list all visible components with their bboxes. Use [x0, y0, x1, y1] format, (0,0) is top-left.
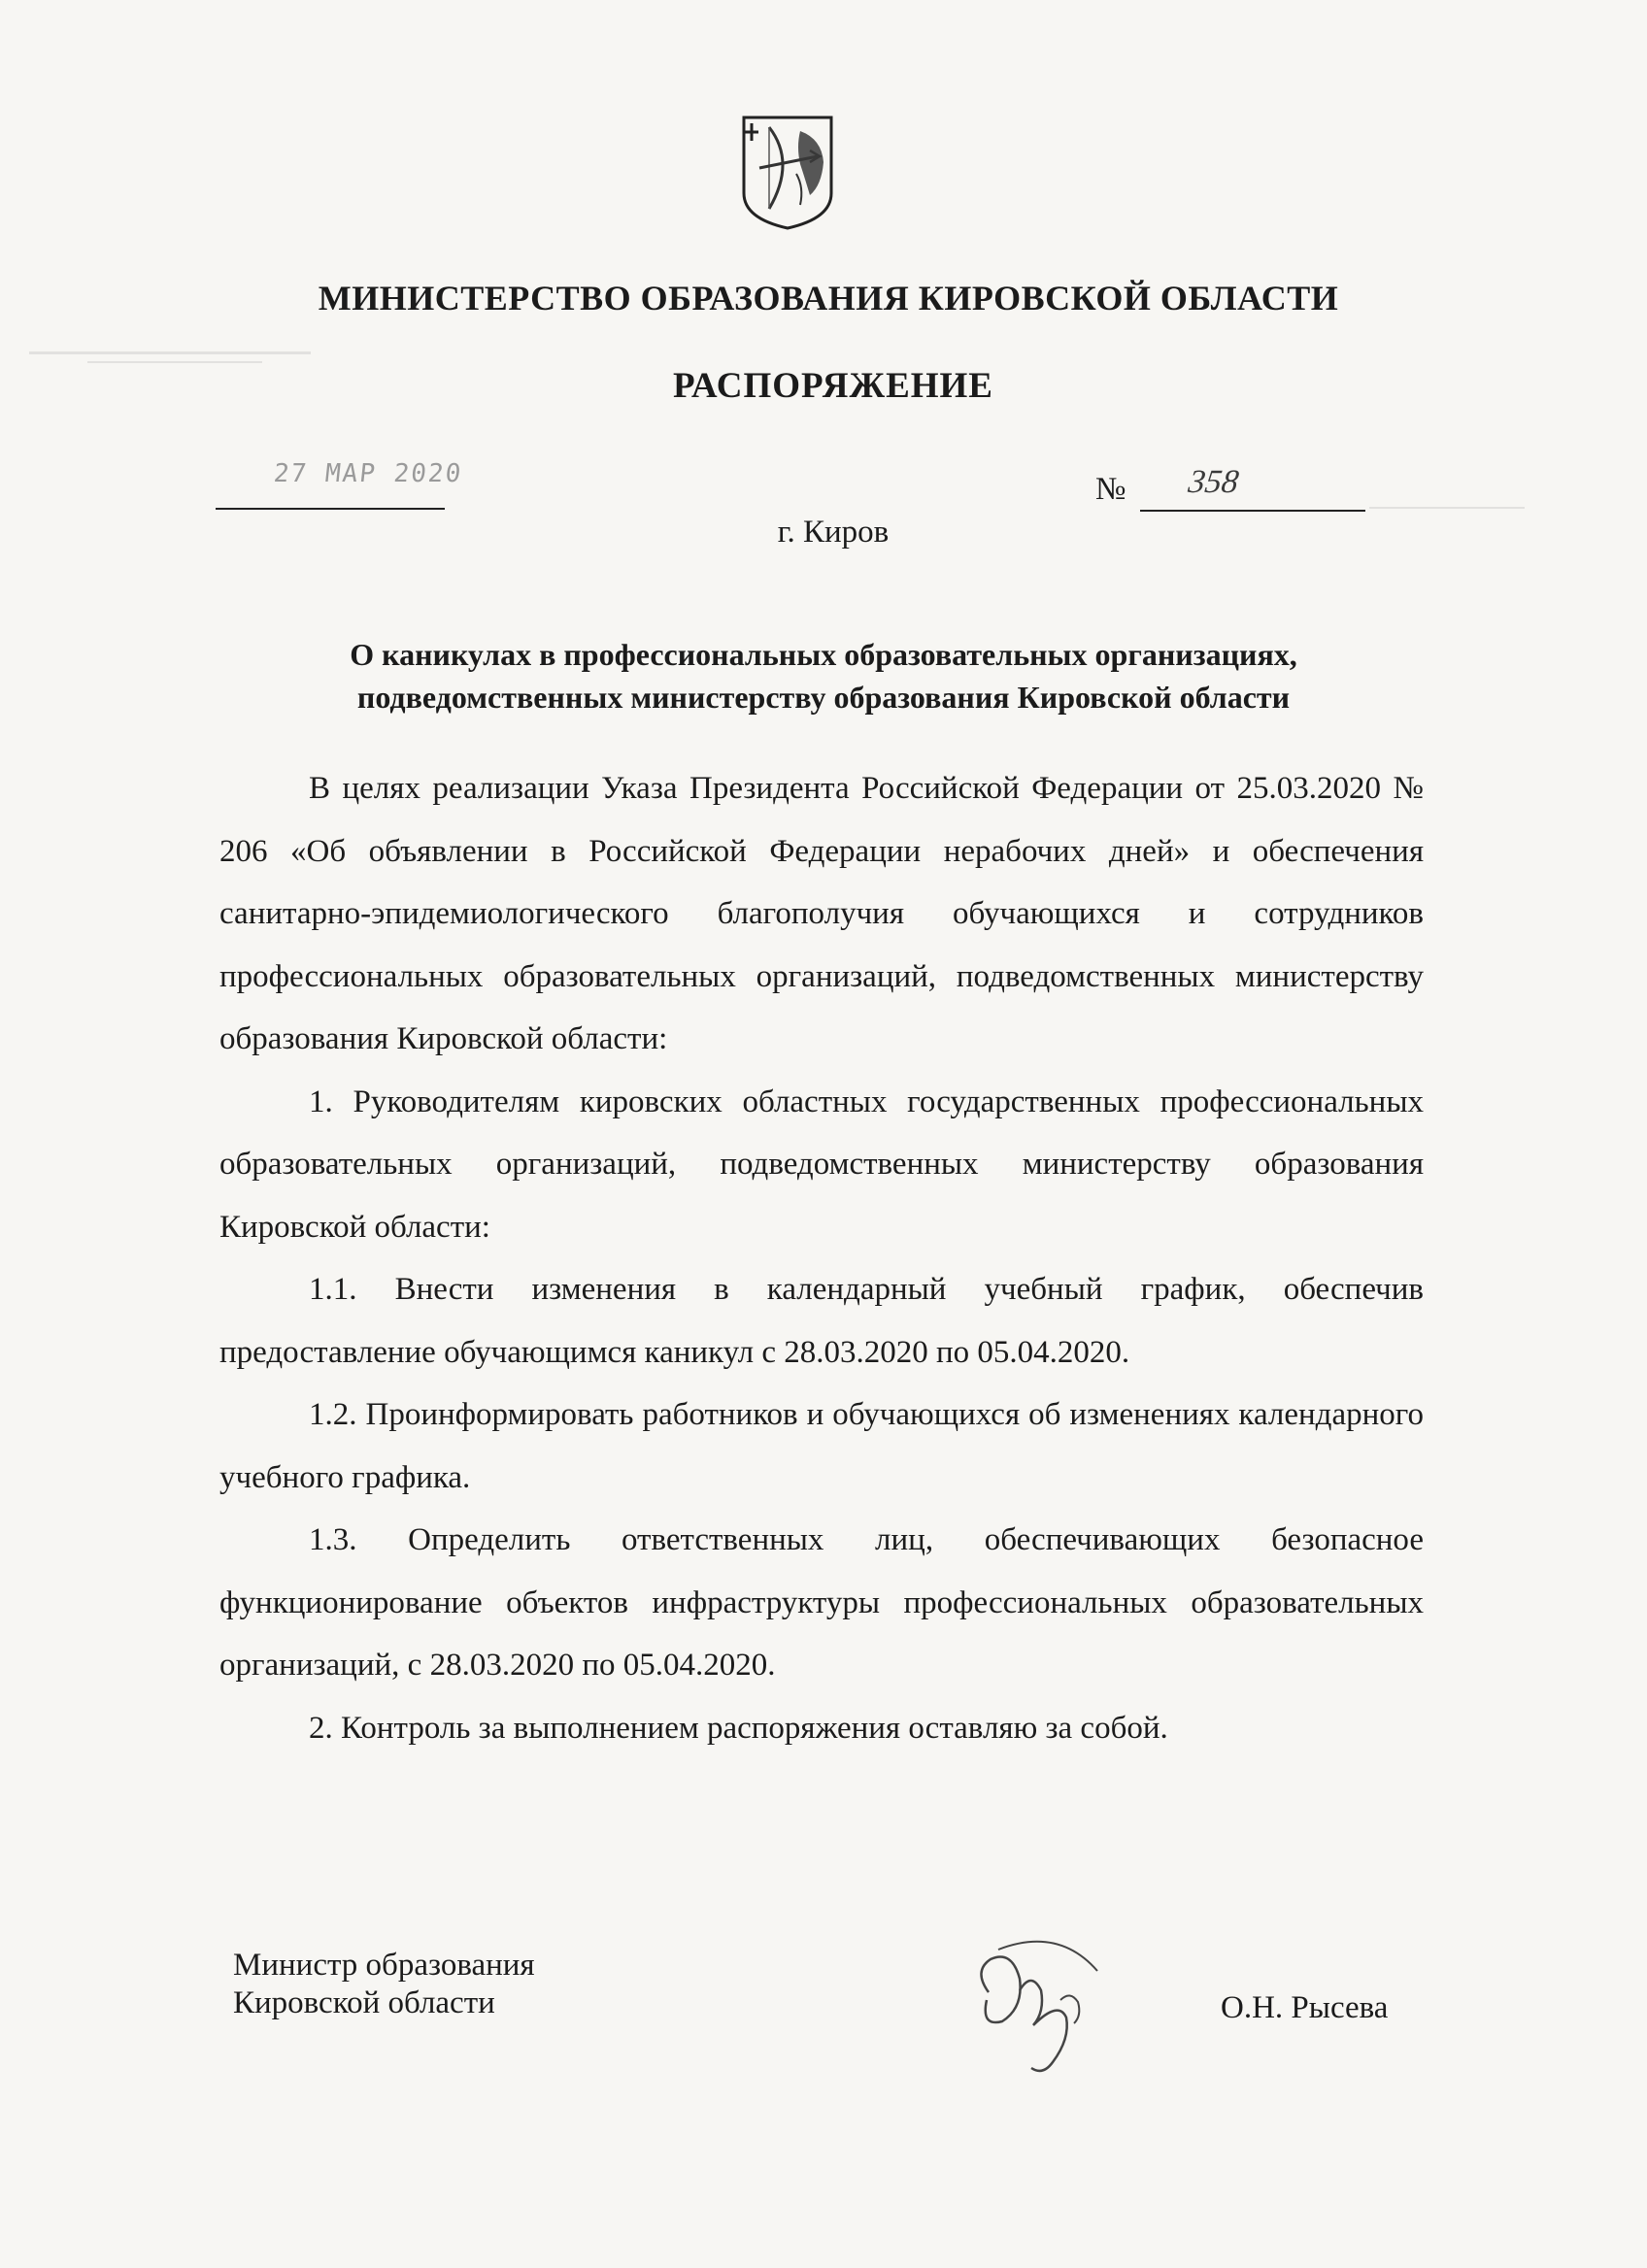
signer-position-line: Кировской области [233, 1985, 495, 2020]
item-1-1: 1.1. Внести изменения в календарный учебный график, обеспечив предоставление обучающимся каникул с 28.03.2020 по 05.04.2020. [219, 1272, 1424, 1370]
signer-position [233, 1947, 602, 2022]
title-line: подведомственных министерству образования Кировской области [356, 680, 1291, 715]
scan-streak [1369, 507, 1525, 509]
title-line: О каникулах в профессиональных образовательных организациях, [350, 637, 1297, 672]
document-title [216, 633, 1431, 718]
city: г. Киров [777, 515, 890, 550]
handwritten-signature [952, 1932, 1146, 2078]
kirov-coat-of-arms-icon [740, 114, 835, 232]
item-1-3: 1.3. Определить ответственных лиц, обеспечивающих безопасное функционирование объектов инфраструктуры профессиональных образовательных организаций, с 28.03.2020 по 05.04.2020. [219, 1522, 1424, 1683]
item-1: 1. Руководителям кировских областных государственных профессиональных образовательных организаций, подведомственных министерству образования Кировской области: [219, 1084, 1424, 1245]
item-2: 2. Контроль за выполнением распоряжения оставляю за собой. [309, 1710, 1168, 1746]
document-number: 358 [1186, 464, 1241, 500]
document-type: РАСПОРЯЖЕНИЕ [672, 366, 993, 406]
ministry-name: МИНИСТЕРСТВО ОБРАЗОВАНИЯ КИРОВСКОЙ ОБЛАСТИ [318, 279, 1339, 317]
signer-position-line: Министр образования [233, 1948, 535, 1983]
number-label: № [1095, 472, 1126, 507]
scan-streak [29, 351, 311, 354]
signer-name: О.Н. Рысева [1221, 1990, 1389, 2025]
date-underline [216, 508, 445, 510]
number-underline [1140, 510, 1365, 512]
document-body [219, 757, 1424, 1759]
scan-streak [87, 361, 262, 363]
intro-paragraph: В целях реализации Указа Президента Российской Федерации от 25.03.2020 № 206 «Об объявлении в Российской Федерации нерабочих дней» и обеспечения санитарно-эпидемиологического благополучия обучающихся и сотрудников профессиональных образовательных организаций, подведомственных министерству образования Кировской области: [219, 771, 1424, 1056]
item-1-2: 1.2. Проинформировать работников и обучающихся об изменениях календарного учебного графика. [219, 1397, 1424, 1495]
date-stamp: 27 МАР 2020 [272, 459, 464, 488]
